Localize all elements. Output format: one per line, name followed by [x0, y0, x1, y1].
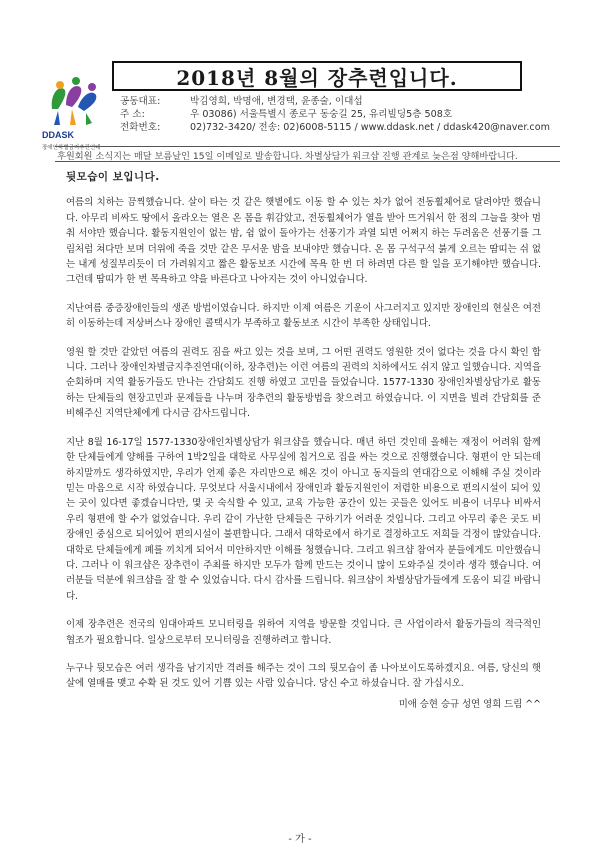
notice-divider [55, 161, 560, 162]
paragraph: 누구나 뒷모습은 여러 생각을 남기지만 격려를 해주는 것이 그의 뒷모습이 좀 나아보이도록하겠지요. 여름, 당신의 햇살에 열매를 맺고 수확 된 것도 있어 기쁨 있는 사람 있습니다. 당신 수고 하셨습니다. 잘 가십시오. [66, 662, 541, 690]
logo-figures-icon [52, 77, 97, 125]
header-divider [55, 146, 560, 147]
letter-body [66, 170, 541, 712]
info-value: 박김영희, 박명애, 변경택, 윤종술, 이대섭 [190, 96, 363, 107]
info-row-phone [120, 121, 550, 134]
page-number: - 가 - [288, 834, 312, 845]
letter-heading: 뒷모습이 보입니다. [66, 171, 160, 183]
paragraph: 여름의 치하는 끔찍했습니다. 살이 타는 것 같은 햇볕에도 이동 할 수 있는 차가 없어 전동휠체어로 달려야만 했습니다. 아무리 비싸도 땅에서 올라오는 열은 온 몸을 휘감았고, 전동휠체어가 열을 받아 뜨거워서 한 점의 그늘을 찾아 멈춰 서야만 했습니다. 활동지원인이 없는 밤, 쉼 없이 돌아가는 선풍기가 과열 되면 어쩌지 하는 두려움은 선풍기를 그림처럼 쳐다만 보며 더위에 죽을 것만 같은 무서운 밤을 보내야만 했습니다. 온 몸 구석구석 붉게 오르는 땀띠는 쉬 없는 내게 성질부리듯이 더 가려워지고 짧은 활동보조 시간에 목욕 한 번 더 하려면 다른 할 일을 포기해야만 했습니다. 그런데 땀띠가 한 번 목욕하고 약을 바른다고 나아지는 것이 아니었습니다. [66, 197, 541, 286]
paragraph: 이제 장추련은 전국의 임대아파트 모니터링을 위하여 지역을 방문할 것입니다. 큰 사업이라서 활동가들의 적극적인 협조가 필요합니다. 일상으로부터 모니터링을 진행하려고 합니다. [66, 619, 541, 646]
info-label: 공동대표: [120, 96, 161, 107]
paragraph: 지난 8월 16-17일 1577-1330장애인차별상담가 워크샵을 했습니다. 매년 하던 것인데 올해는 재정이 어려워 함께한 단체들에게 양해를 구하여 1박2일을 대학로 사무실에 칩거으로 집을 싸는 것으로 진행했습니다. 형편이 안 되는데 하지말까도 생각하였지만, 우리가 언제 좋은 자리만으로 해온 것이 아니고 동지들의 연대감으로 이해해 주실 것이라 믿는 마음으로 시작 하였습니다. 무엇보다 서울시내에서 장애인과 활동지원인이 저렴한 비용으로 편의시설이 되어 있는 곳이 있다면 좋겠습니다만, 몇 곳 숙식할 수 있고, 교육 가능한 공간이 있는 곳들은 있어도 비용이 너무나 비싸서 우리 형편에 할 수가 없었습니다. 우리 같이 가난한 단체들은 구하기가 어려운 것입니다. 그리고 아무리 좋은 곳도 비장애인 중심으로 되어있어 편의시설이 불편합니다. 그래서 대학로에서 하기로 결정하고도 저희들 걱정이 많았습니다. 대학로 단체들에게 폐를 끼치게 되어서 미안하지만 이해를 청했습니다. 그리고 워크샵 참여자 분들에게도 미안했습니다. 그러나 이 워크샵은 장추련이 주최를 하지만 모두가 함께 만드는 것이니 많이 도와주실 것이라 생각 했습니다. 여러분들 덕분에 워크샵을 잘 할 수 있었습니다. 다시 감사를 드립니다. 워크샵이 차별상담가들에게 도움이 되길 바랍니다. [66, 436, 541, 602]
signature: 미애 승현 승규 성연 영희 드림 ^^ [398, 698, 541, 710]
logo-text: DDASK [42, 130, 75, 140]
info-row-address [120, 108, 550, 121]
paragraph: 영원 할 것만 같았던 여름의 권력도 짐을 싸고 있는 것을 보며, 그 어떤 권력도 영원한 것이 없다는 것을 다시 확인 합니다. 그러나 장애인차별금지추진연대(이하, 장추련)는 이런 여름의 권력의 치하에서도 쉬지 않고 일했습니다. 지역을 순회하며 지역 활동가들도 만나는 간담회도 진행 하였고 고민을 들었습니다. 1577-1330 장애인차별상담가로 활동하는 단체들의 현장고민과 문제들을 나누며 장추련의 활동방법을 찾으려고 하였습니다. 이 지면을 빌려 간담회를 준비해주신 지역단체에게 다시금 감사드립니다. [66, 346, 541, 420]
contact-info [120, 95, 550, 134]
info-value: 02)732-3420/ 전송: 02)6008-5115 / www.ddask.net / ddask420@naver.com [190, 122, 550, 133]
ddask-logo [40, 75, 112, 155]
paragraph: 지난여름 중증장애인들의 생존 방법이였습니다. 하지만 이제 여름은 기운이 사그러지고 있지만 장애인의 현실은 여전히 이동하는데 저상버스나 장애인 콜택시가 부족하고 활동보조 시간이 부족한 상태입니다. [66, 302, 541, 330]
title-box [112, 61, 522, 91]
info-row-representatives [120, 95, 550, 108]
newsletter-header [40, 55, 565, 155]
newsletter-title: 2018년 8월의 장추련입니다. [176, 65, 458, 90]
info-value: 우 03086) 서울특별시 종로구 동숭길 25, 유리빌딩5층 508호 [190, 109, 453, 120]
subscription-notice: 후원회원 소식지는 매달 보름날인 15일 이메일로 발송합니다. 차별상담가 워크샵 진행 관계로 늦은점 양해바랍니다. [57, 151, 518, 162]
info-label: 주 소: [120, 109, 145, 120]
info-label: 전화번호: [120, 122, 161, 133]
logo-subtext: 장애인차별금지추진연대 [42, 145, 101, 151]
